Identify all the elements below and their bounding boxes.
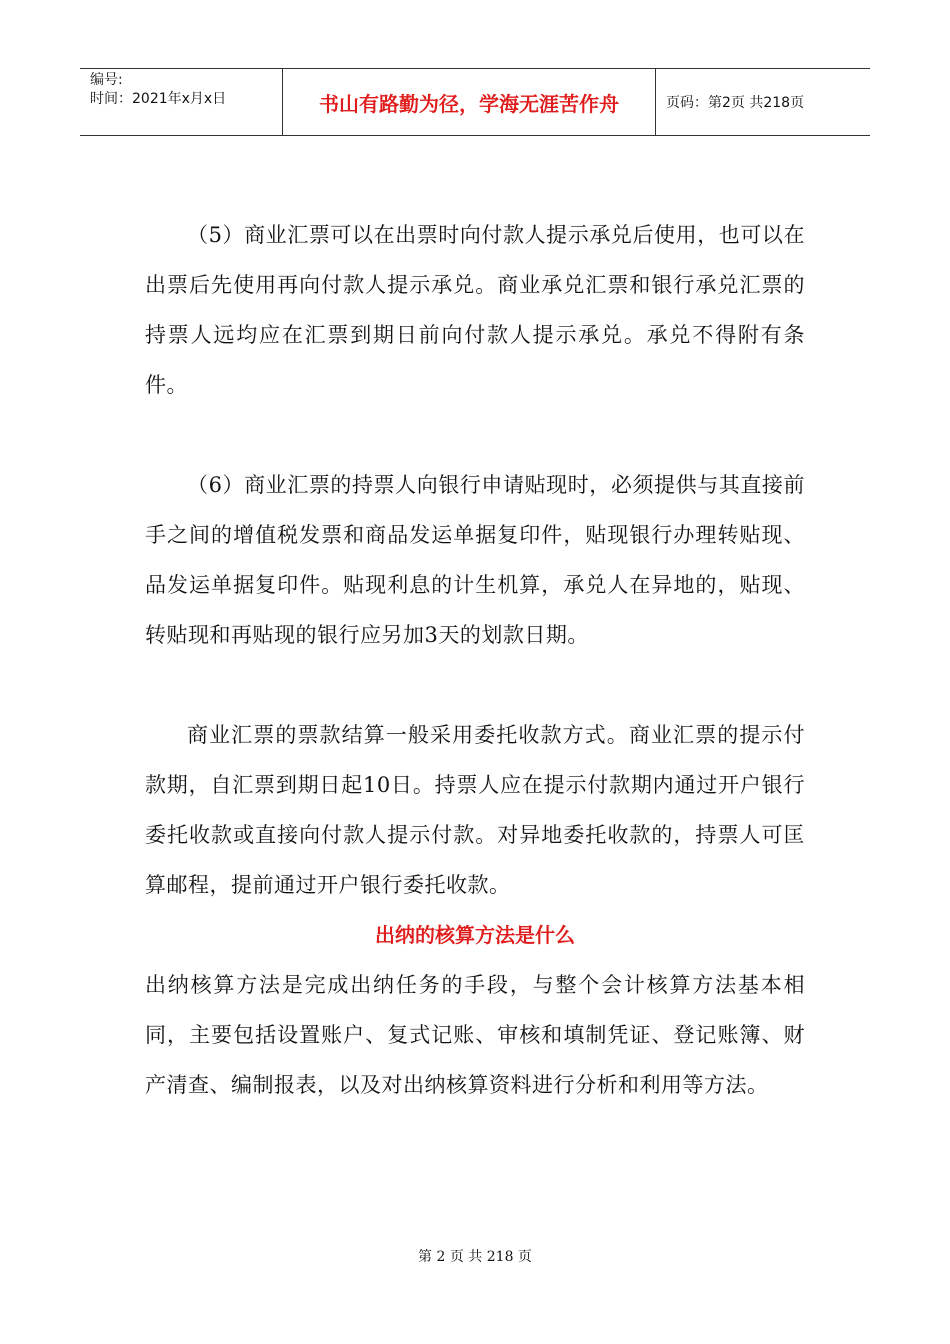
document-body bbox=[145, 210, 805, 1110]
paragraph-5: （5）商业汇票可以在出票时向付款人提示承兑后使用，也可以在出票后先使用再向付款人提示承兑。商业承兑汇票和银行承兑汇票的持票人远均应在汇票到期日前向付款人提示承兑。承兑不得附有条件。 bbox=[145, 223, 805, 397]
header-page-info: 页码：第2页 共218页 bbox=[666, 95, 805, 111]
section-title: 出纳的核算方法是什么 bbox=[375, 923, 575, 947]
number-label: 编号: bbox=[90, 72, 123, 88]
page-footer: 第 2 页 共 218 页 bbox=[418, 1249, 532, 1265]
header-motto: 书山有路勤为径，学海无涯苦作舟 bbox=[282, 69, 656, 135]
paragraph-settlement: 商业汇票的票款结算一般采用委托收款方式。商业汇票的提示付款期，自汇票到期日起10日。持票人应在提示付款期内通过开户银行委托收款或直接向付款人提示付款。对异地委托收款的，持票人可匡算邮程，提前通过开户银行委托收款。 bbox=[145, 723, 805, 897]
header-meta bbox=[80, 69, 282, 135]
section-paragraph: 出纳核算方法是完成出纳任务的手段，与整个会计核算方法基本相同，主要包括设置账户、复式记账、审核和填制凭证、登记账簿、财产清查、编制报表，以及对出纳核算资料进行分析和利用等方法。 bbox=[145, 973, 805, 1097]
paragraph-6: （6）商业汇票的持票人向银行申请贴现时，必须提供与其直接前手之间的增值税发票和商品发运单据复印件，贴现银行办理转贴现、品发运单据复印件。贴现利息的计生机算，承兑人在异地的，贴现、转贴现和再贴现的银行应另加3天的划款日期。 bbox=[145, 473, 805, 647]
header-table bbox=[80, 68, 870, 136]
time-label: 时间：2021年x月x日 bbox=[90, 91, 227, 107]
